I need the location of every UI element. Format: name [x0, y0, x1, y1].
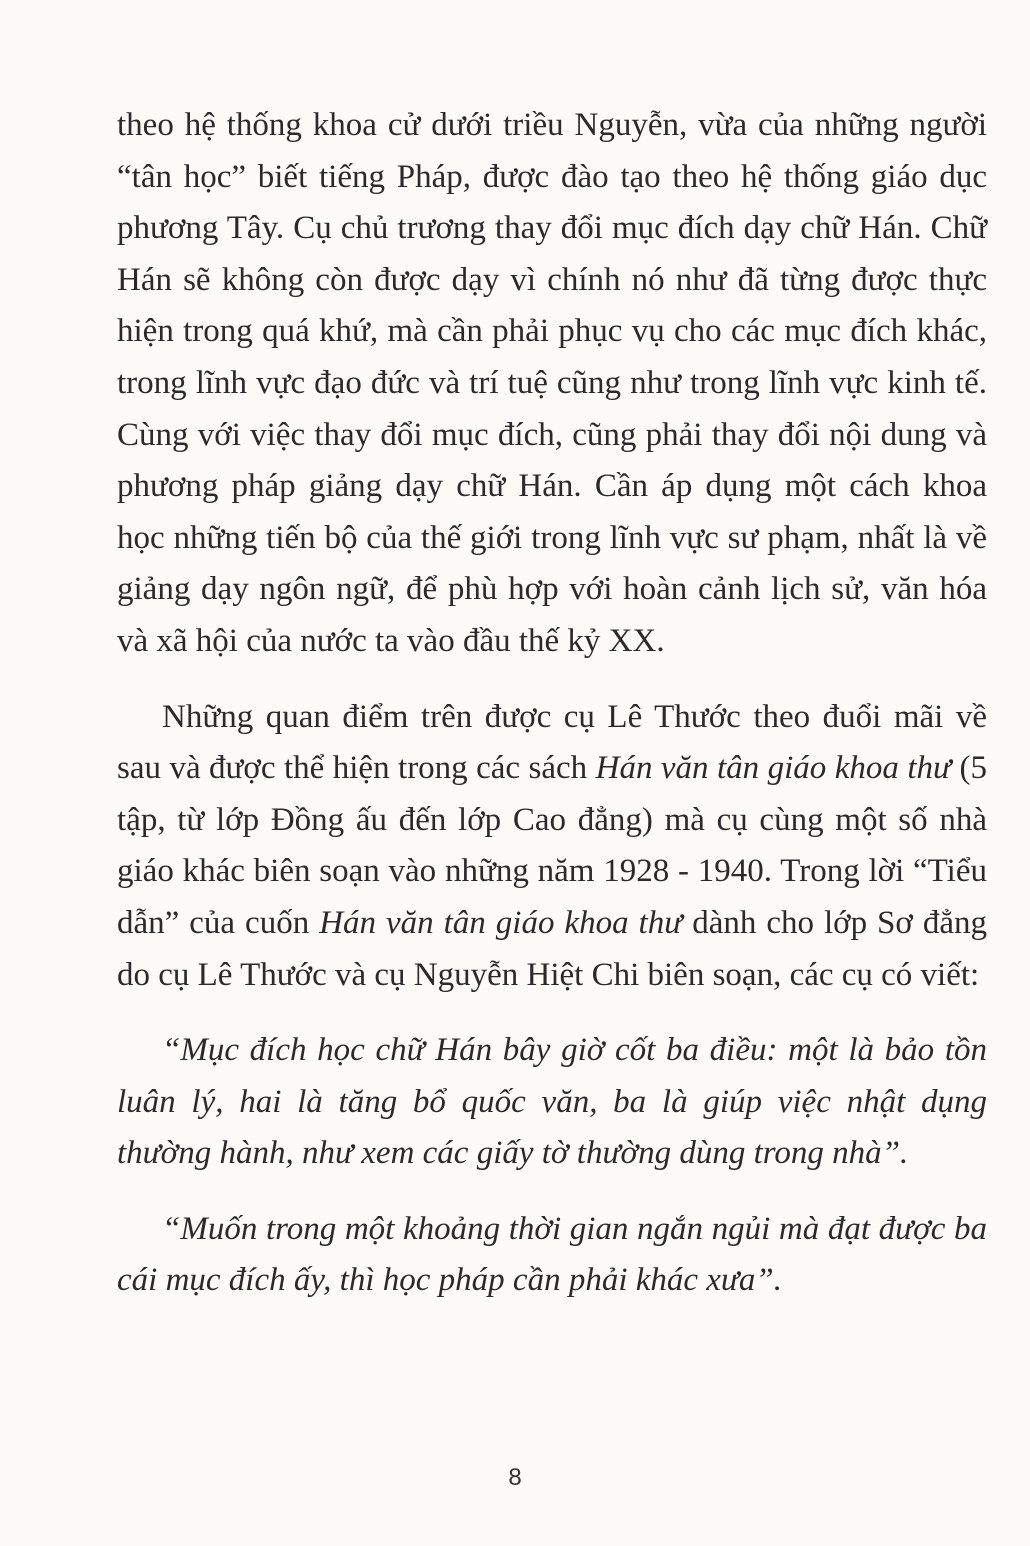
paragraph-2-part-1: Những quan điểm trên được cụ Lê Thước theo đuổi mãi về sau và được thể hiện trong các sách: [117, 698, 987, 787]
book-title-2: Hán văn tân giáo khoa thư: [319, 904, 683, 941]
paragraph-2-part-2: (5 tập, từ lớp Đồng ấu đến lớp Cao đẳng) mà cụ cùng một số nhà giáo khác biên soạn vào những năm 1928 - 1940. Trong lời “Tiểu dẫn” của cuốn: [117, 750, 987, 941]
quote-1: “Mục đích học chữ Hán bây giờ cốt ba điều: một là bảo tồn luân lý, hai là tăng bổ quốc văn, ba là giúp việc nhật dụng thường hành, như xem các giấy tờ thường dùng trong nhà”.: [117, 1032, 987, 1172]
paragraph-2-part-3: dành cho lớp Sơ đẳng do cụ Lê Thước và cụ Nguyễn Hiệt Chi biên soạn, các cụ có viết:: [117, 904, 987, 993]
body-text: [117, 100, 987, 1307]
quote-2: “Muốn trong một khoảng thời gian ngắn ngủi mà đạt được ba cái mục đích ấy, thì học pháp cần phải khác xưa”.: [117, 1210, 987, 1299]
page-number: 8: [508, 1464, 522, 1491]
paragraph-1: theo hệ thống khoa cử dưới triều Nguyễn, vừa của những người “tân học” biết tiếng Pháp, được đào tạo theo hệ thống giáo dục phương Tây. Cụ chủ trương thay đổi mục đích dạy chữ Hán. Chữ Hán sẽ không còn được dạy vì chính nó như đã từng được thực hiện trong quá khứ, mà cần phải phục vụ cho các mục đích khác, trong lĩnh vực đạo đức và trí tuệ cũng như trong lĩnh vực kinh tế. Cùng với việc thay đổi mục đích, cũng phải thay đổi nội dung và phương pháp giảng dạy chữ Hán. Cần áp dụng một cách khoa học những tiến bộ của thế giới trong lĩnh vực sư phạm, nhất là về giảng dạy ngôn ngữ, để phù hợp với hoàn cảnh lịch sử, văn hóa và xã hội của nước ta vào đầu thế kỷ XX.: [117, 107, 987, 659]
paragraph-2: [117, 692, 987, 1002]
book-title-1: Hán văn tân giáo khoa thư: [595, 750, 952, 787]
